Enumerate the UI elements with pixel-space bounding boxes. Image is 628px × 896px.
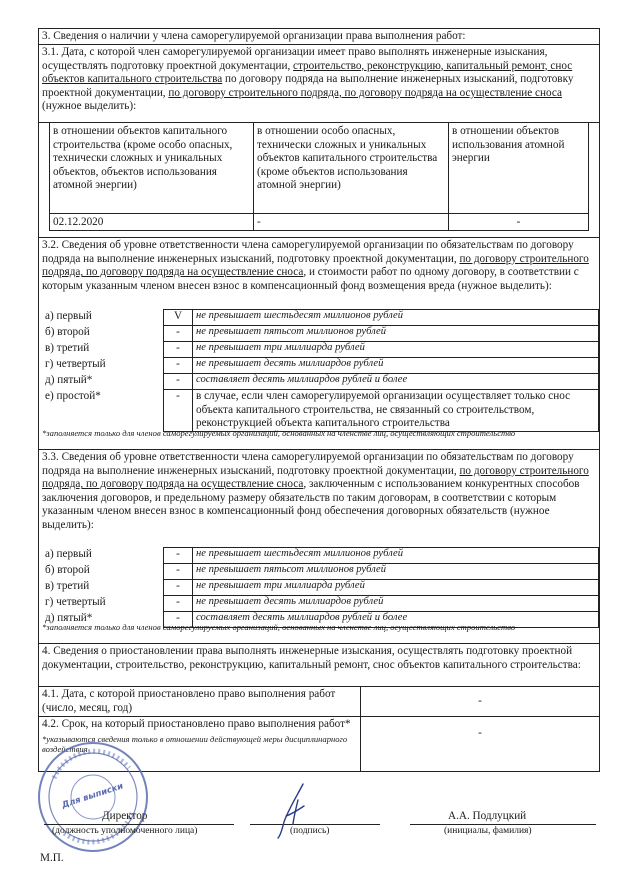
row-4-2-text: 4.2. Срок, на который приостановлено право выполнения работ*	[42, 718, 351, 730]
level-description: не превышает шестьдесят миллионов рублей	[193, 310, 599, 326]
level-mark: -	[164, 326, 193, 342]
level-name: е) простой*	[45, 389, 101, 402]
p31-text-a: 3.1. Дата, с которой член саморегулируемой организации имеет право выполнять инженерные изыскания, осуществлять подготовку проектной документации,	[42, 46, 548, 72]
paragraph-3-2	[39, 237, 599, 309]
level-name: д) пятый*	[45, 611, 93, 624]
level-mark: V	[164, 310, 193, 326]
level-mark: -	[164, 358, 193, 374]
table-3-1	[39, 122, 599, 237]
p31-text-c: (нужное выделить):	[42, 100, 137, 113]
level-name: а) первый	[45, 547, 92, 560]
p31-underlined-1: строительство, реконструкцию, капитальный ремонт, снос объектов капитального строительства	[42, 59, 573, 86]
level-mark: -	[164, 548, 193, 564]
level-description: не превышает десять миллиардов рублей	[193, 596, 599, 612]
level-row	[42, 580, 599, 596]
level-mark: -	[164, 374, 193, 390]
p32-text-a: 3.2. Сведения об уровне ответственности члена саморегулируемой организации по обязательствам по договору подряда на выполнение инженерных изысканий, подготовку проектной документации,	[42, 239, 574, 265]
level-row	[42, 310, 599, 326]
level-row	[42, 374, 599, 390]
signature-caption: (подпись)	[290, 826, 330, 836]
level-mark: -	[164, 342, 193, 358]
level-row	[42, 596, 599, 612]
p32-underlined: по договору строительного подряда, по договору подряда на осуществление сноса	[42, 252, 589, 279]
row-4-1-label: 4.1. Дата, с которой приостановлено право выполнения работ (число, месяц, год)	[39, 687, 361, 716]
p31-underlined-2: по договору строительного подряда, по договору подряда на осуществление сноса	[168, 86, 562, 99]
level-row	[42, 564, 599, 580]
levels-3-3	[42, 547, 599, 628]
note-3-3: *заполняется только для членов саморегулируемых организаций, основанных на членстве лиц, осуществляющих строительство	[42, 622, 516, 632]
signer-role: Директор	[102, 810, 148, 822]
p33-text-b: , заключенным с использованием конкурентных способов заключения договоров, и предельному размеру обязательств по таким договорам, в соответствии с которым указанным членом внесен взнос в компенсационный фонд обеспечения договорных обязательств (нужное выделить):	[42, 478, 580, 531]
level-mark: -	[164, 564, 193, 580]
level-name: в) третий	[45, 579, 90, 592]
p32-text-b: , и стоимости работ по одному договору, в соответствии с которым указанным членом внесен взнос в компенсационный фонд возмещения вреда (нужное выделить):	[42, 266, 579, 292]
level-name: г) четвертый	[45, 357, 106, 370]
level-mark: -	[164, 580, 193, 596]
col-2-value: -	[254, 213, 449, 231]
note-4-2: *указываются сведения только в отношении действующей меры дисциплинарного воздействия	[42, 733, 348, 755]
role-caption: (должность уполномоченного лица)	[52, 826, 198, 836]
level-row	[42, 342, 599, 358]
level-description: не превышает пятьсот миллионов рублей	[193, 326, 599, 342]
paragraph-3-1	[39, 44, 599, 122]
col-3-header: в отношении объектов использования атомной энергии	[449, 123, 589, 213]
level-name: д) пятый*	[45, 373, 93, 386]
level-description: не превышает десять миллиардов рублей	[193, 358, 599, 374]
level-row	[42, 326, 599, 342]
name-caption: (инициалы, фамилия)	[444, 826, 532, 836]
col-1-header: в отношении объектов капитального строительства (кроме особо опасных, технически сложных и уникальных объектов, объектов использования атомной энергии)	[49, 123, 254, 213]
level-description: составляет десять миллиардов рублей и более	[193, 612, 599, 628]
level-description: не превышает шестьдесят миллионов рублей	[193, 548, 599, 564]
level-name: б) второй	[45, 325, 90, 338]
col-1-value: 02.12.2020	[49, 213, 254, 231]
signer-name: А.А. Подлуцкий	[448, 810, 527, 822]
p33-underlined: по договору строительного подряда, по договору подряда на осуществление сноса	[42, 464, 589, 491]
paragraph-3-3	[39, 449, 599, 549]
level-mark: -	[164, 596, 193, 612]
col-3-value: -	[449, 213, 589, 231]
document-frame	[38, 28, 600, 772]
level-row	[42, 548, 599, 564]
level-row	[42, 358, 599, 374]
row-4-1-value: -	[478, 695, 482, 707]
stamp-text: Для выписки	[60, 781, 125, 811]
seal-place-label: М.П.	[40, 852, 64, 864]
levels-3-2	[42, 309, 599, 432]
p31-text-b: по договору подряда на выполнение инженерных изысканий, подготовку проектной документации,	[42, 73, 574, 99]
row-4-1	[39, 686, 599, 716]
level-name: б) второй	[45, 563, 90, 576]
level-name: а) первый	[45, 309, 92, 322]
handwritten-signature-icon	[268, 780, 318, 840]
row-4-2-value: -	[478, 727, 482, 739]
name-line	[410, 824, 596, 825]
levels-3-2-table	[42, 309, 599, 432]
round-stamp-icon	[34, 738, 152, 856]
section-3-heading: 3. Сведения о наличии у члена саморегулируемой организации права выполнения работ:	[42, 30, 466, 42]
role-line	[44, 824, 234, 825]
level-name: в) третий	[45, 341, 90, 354]
level-description: не превышает три миллиарда рублей	[193, 342, 599, 358]
level-row	[42, 390, 599, 432]
note-3-2: *заполняется только для членов саморегулируемых организаций, основанных на членстве лиц, осуществляющих строительство	[42, 428, 516, 438]
level-description: не превышает пятьсот миллионов рублей	[193, 564, 599, 580]
p33-text-a: 3.3. Сведения об уровне ответственности члена саморегулируемой организации по обязательствам по договору подряда на выполнение инженерных изысканий, подготовку проектной документации,	[42, 451, 574, 477]
level-description: не превышает три миллиарда рублей	[193, 580, 599, 596]
col-2-header: в отношении особо опасных, технически сложных и уникальных объектов капитального строительства (кроме объектов использования атомной энергии)	[254, 123, 449, 213]
section-4-heading: 4. Сведения о приостановлении права выполнять инженерные изыскания, осуществлять подготовку проектной документации, строительство, реконструкцию, капитальный ремонт, снос объектов капитального строительства:	[39, 643, 599, 686]
level-description: составляет десять миллиардов рублей и более	[193, 374, 599, 390]
level-mark: -	[164, 390, 193, 432]
levels-3-3-table	[42, 547, 599, 628]
level-mark: -	[164, 612, 193, 628]
level-description: в случае, если член саморегулируемой организации осуществляет только снос объекта капитального строительства, не связанный со строительством, реконструкцией объекта капитального строительства	[193, 390, 599, 432]
level-name: г) четвертый	[45, 595, 106, 608]
